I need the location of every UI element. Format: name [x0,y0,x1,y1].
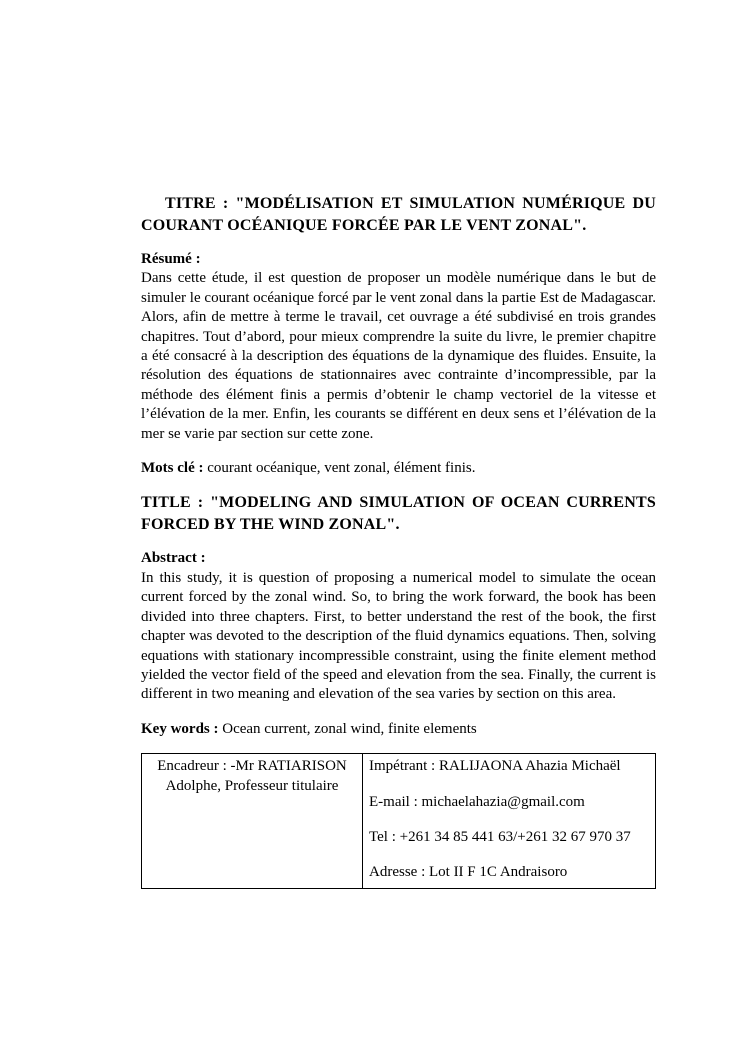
info-table [141,753,656,889]
resume-paragraph: Dans cette étude, il est question de proposer un modèle numérique dans le but de simuler le courant océanique forcé par le vent zonal dans la partie Est de Madagascar. Alors, afin de mettre à terme le travail, cet ouvrage a été subdivisé en trois grandes chapitres. Tout d’abord, pour mieux comprendre la suite du livre, le premier chapitre a été consacré à la description des équations de la dynamique des fluides. Ensuite, la résolution des équations de stationnaires avec contrainte d’incompressible, par la méthode des élément finis a permis d’obtenir le champ vectoriel de la vitesse et l’élévation de la mer. Enfin, les courants se différent en deux sens et l’élévation de la mer se varie par section sur cette zone. [141,270,656,442]
candidate-cell [363,754,656,889]
abstract-paragraph: In this study, it is question of proposing a numerical model to simulate the ocean current forced by the zonal wind. So, to bring the work forward, the book has been divided into three chapters. First, to better understand the rest of the book, the first chapter was devoted to the description of the fluid dynamics equations. Then, solving equations with stationary incompressible constraint, using the finite element method yielded the vector field of the speed and elevation from the sea. Finally, the current is different in two meaning and elevation of the sea varies by section on this area. [141,569,656,703]
candidate-email-line: E-mail : michaelahazia@gmail.com [369,793,585,810]
resume-heading: Résumé : [141,251,201,267]
french-title: TITRE : "MODÉLISATION ET SIMULATION NUMÉRIQUE DU COURANT OCÉANIQUE FORCÉE PAR LE VENT ZONAL". [141,195,656,234]
french-keywords-line [141,459,656,478]
french-keywords-text: courant océanique, vent zonal, élément finis. [203,460,476,477]
english-keywords-text: Ocean current, zonal wind, finite elements [218,720,477,737]
french-keywords-label: Mots clé : [141,460,204,477]
candidate-address-line: Adresse : Lot II F 1C Andraisoro [369,864,568,881]
content-area [141,193,656,889]
supervisor-cell: Encadreur : -Mr RATIARISON Adolphe, Professeur titulaire [142,754,363,889]
info-table-row [142,754,656,889]
abstract-heading: Abstract : [141,550,206,567]
english-keywords-label: Key words : [141,720,219,737]
candidate-phone-line: Tel : +261 34 85 441 63/+261 32 67 970 37 [369,828,631,845]
english-keywords-line [141,720,656,739]
english-title: TITLE : "MODELING AND SIMULATION OF OCEAN CURRENTS FORCED BY THE WIND ZONAL". [141,494,656,534]
candidate-name-line: Impétrant : RALIJAONA Ahazia Michaël [369,758,621,775]
